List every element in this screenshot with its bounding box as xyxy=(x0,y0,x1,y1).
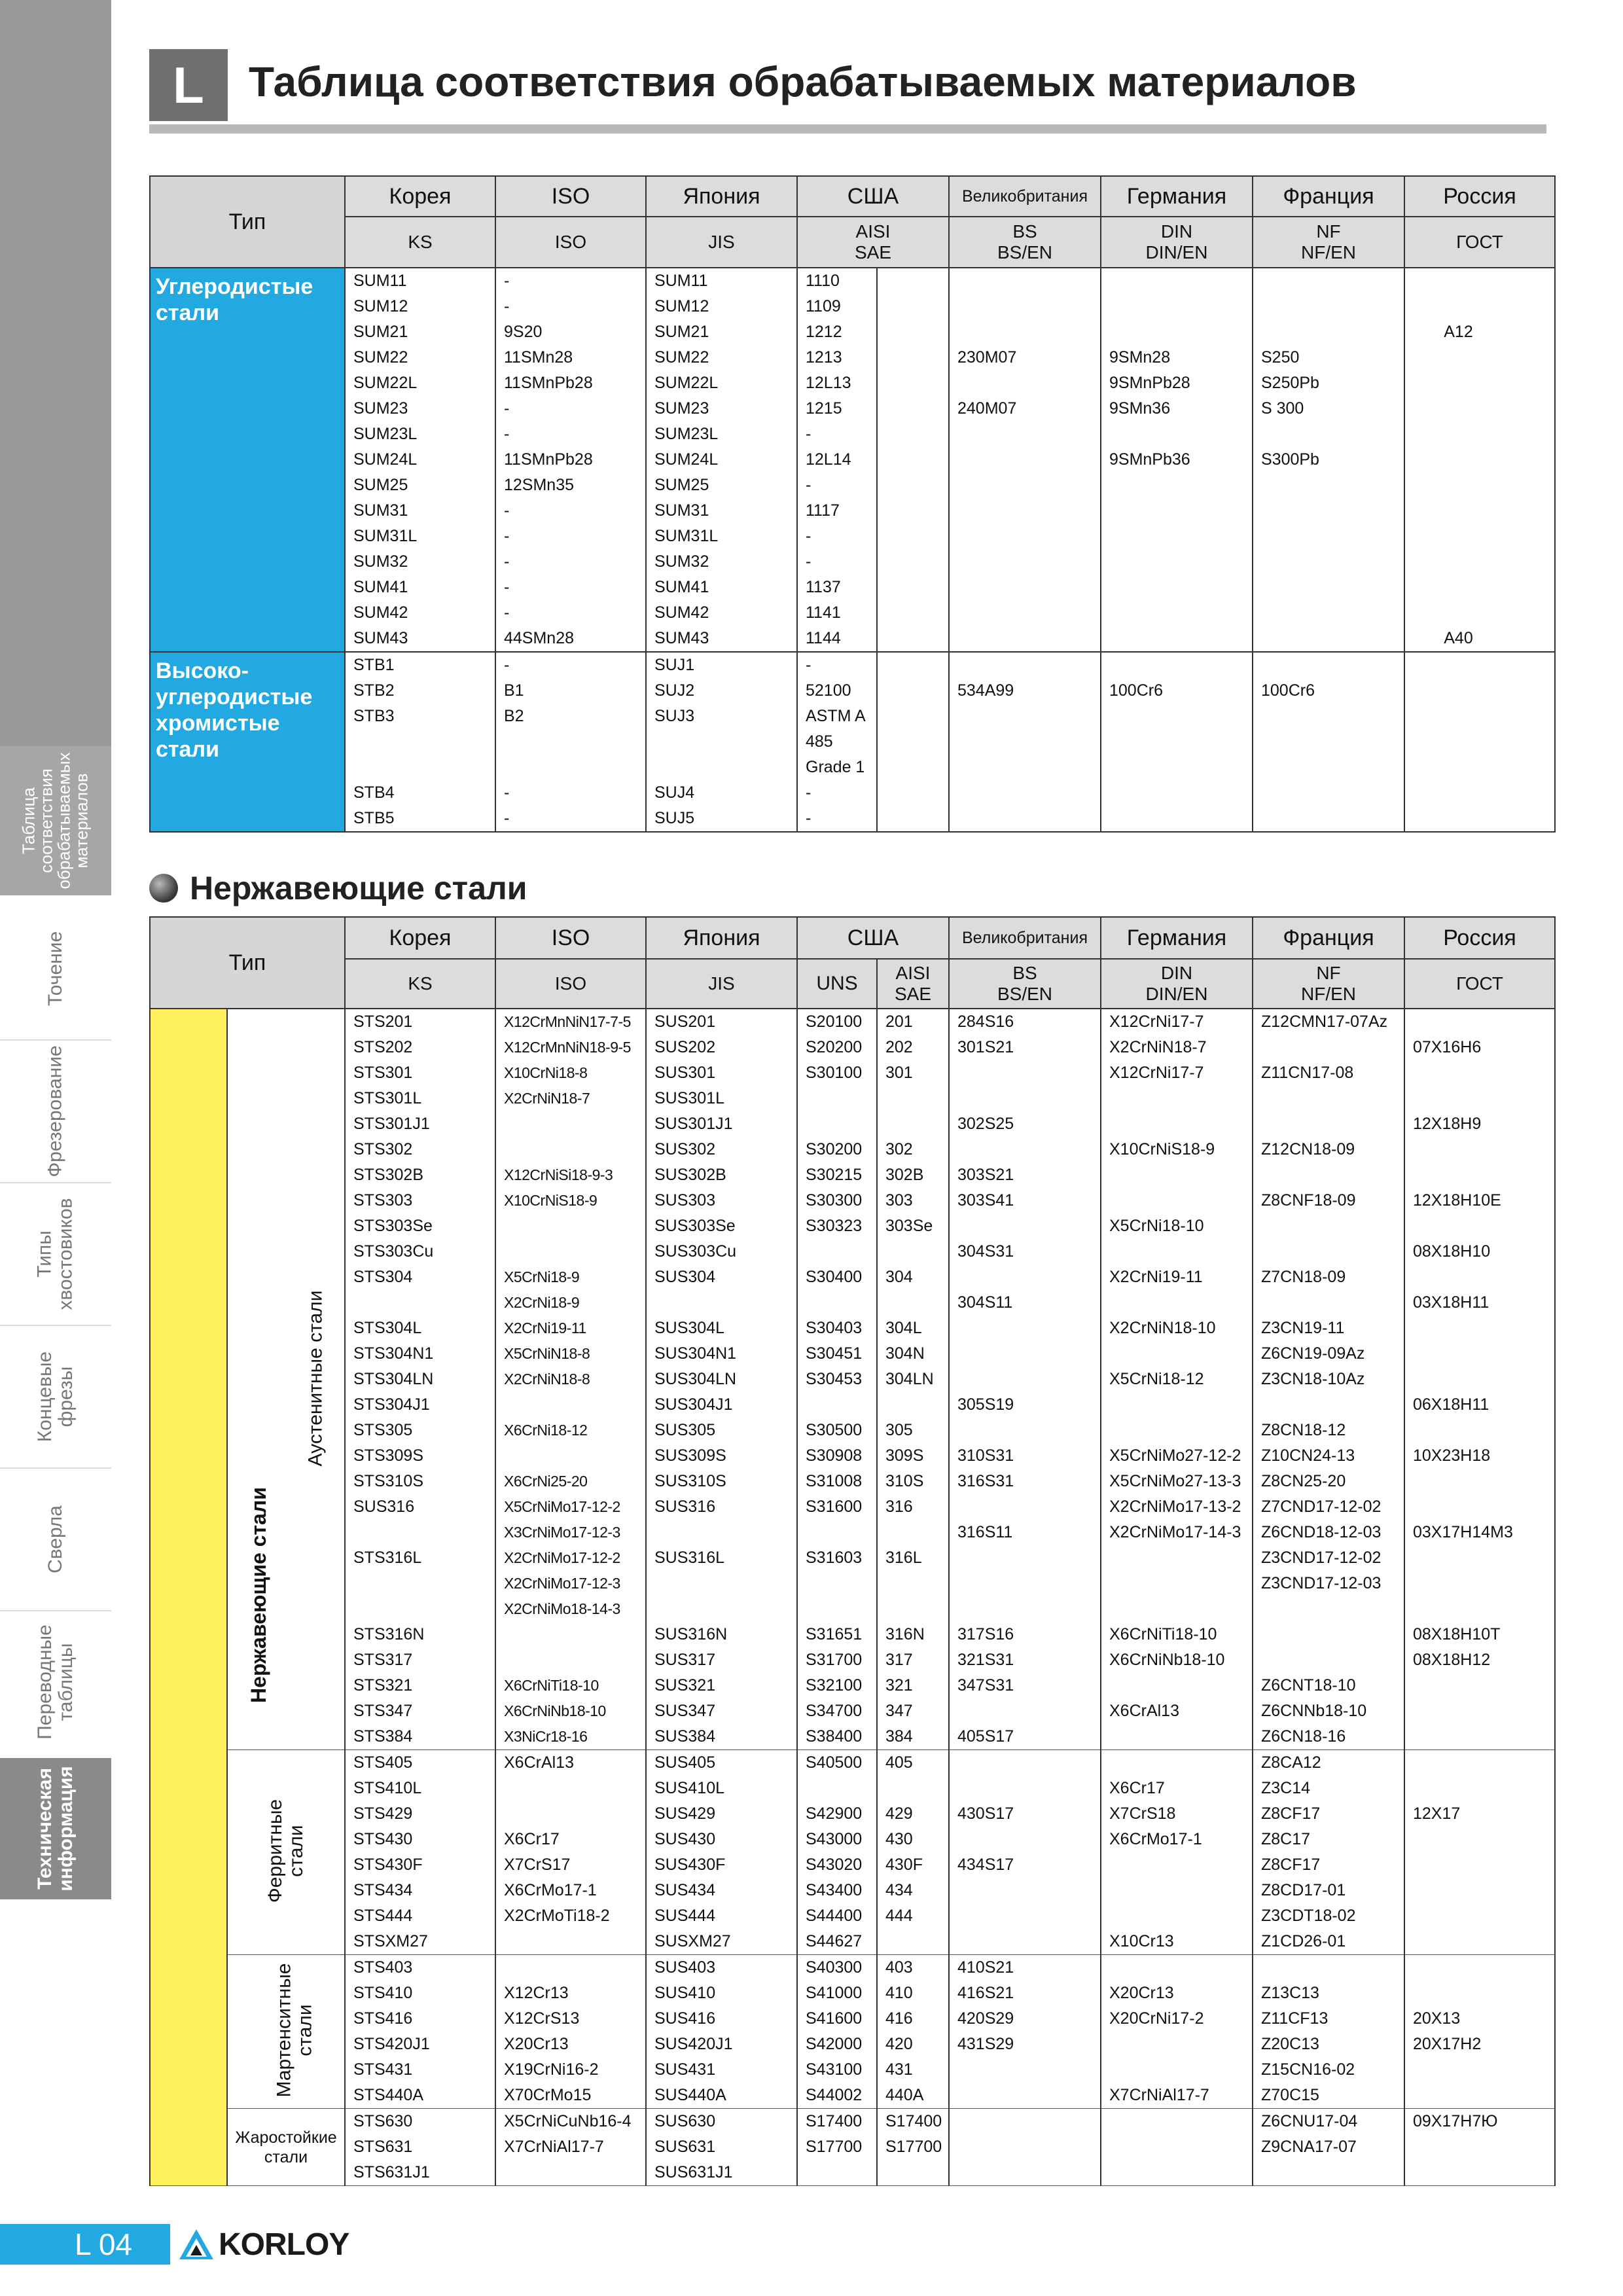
col-uk: Великобритания xyxy=(949,917,1101,959)
group-ferritic xyxy=(227,1750,345,1955)
table-row xyxy=(150,1750,1555,1955)
col-russia: Россия xyxy=(1404,176,1555,217)
side-tab-label: Переводные таблицы xyxy=(34,1624,77,1740)
cell-bs xyxy=(949,2109,1101,2186)
cell-din: 100Cr6 xyxy=(1101,652,1253,832)
col-gost: ГОСТ xyxy=(1404,217,1555,268)
col-jis: JIS xyxy=(646,217,797,268)
stainless-section-heading xyxy=(149,869,527,907)
side-tab-technical-info[interactable] xyxy=(0,1758,111,1899)
side-tab-label: Таблица соответствия обрабатываемых материалов xyxy=(19,752,92,889)
col-iso: ISO xyxy=(495,176,646,217)
group-heat-resistant: Жаростойкие стали xyxy=(227,2109,345,2186)
table-row xyxy=(150,2109,1555,2186)
group-austenitic xyxy=(227,1009,345,1750)
col-aisi-sae: AISI SAE xyxy=(877,959,949,1009)
cell-aisi: 1110 1109 1212 1213 12L13 1215 - 12L14 - 1117 - - 1137 1141 1144 xyxy=(797,268,877,652)
cell-nf: Z13C13 Z11CF13 Z20C13 Z15CN16-02 Z70C15 xyxy=(1253,1955,1404,2109)
side-top-bar xyxy=(0,0,111,746)
side-tab-drills[interactable] xyxy=(0,1469,111,1610)
cell-jis: SUJ1 SUJ2 SUJ3 SUJ4 SUJ5 xyxy=(646,652,797,832)
col-iso-std: ISO xyxy=(495,959,646,1009)
cell-aisi: 403 410 416 420 431 440A xyxy=(877,1955,949,2109)
col-nf: NF NF/EN xyxy=(1253,959,1404,1009)
cell-iso: X12CrMnNiN17-7-5 X12CrMnNiN18-9-5 X10CrNi18-8 X2CrNiN18-7 X12CrNiSi18-9-3 X10CrNiS18-9 X5CrNi18-9 X2CrNi18-9 X2CrNi19-11 X5CrNiN18-8 X2CrNiN18-8 X6CrNi18-12 X6CrNi25-20 X5CrNiMo17-12-2 X3CrNiMo17-12-3 X2CrNiMo17-12-2 X2CrNiMo17-12-3 X2CrNiMo18-14-3 X6CrNiTi18-10 X6CrNiNb18-10 X3NiCr18-16 xyxy=(495,1009,646,1750)
col-korea: Корея xyxy=(345,917,495,959)
cell-nf: Z8CA12 Z3C14 Z8CF17 Z8C17 Z8CF17 Z8CD17-01 Z3CDT18-02 Z1CD26-01 xyxy=(1253,1750,1404,1955)
table-row xyxy=(150,1009,1555,1750)
page-number: L 04 xyxy=(0,2224,170,2265)
cell-uns: S20100 S20200 S30100 S30200 S30215 S30300 S30323 S30400 S30403 S30451 S30453 S30500 S30908 S31008 S31600 S31603 S31651 S31700 S32100 S34700 S38400 xyxy=(797,1009,877,1750)
side-tab-milling[interactable] xyxy=(0,1041,111,1182)
cell-jis: SUS630 SUS631 SUS631J1 xyxy=(646,2109,797,2186)
cell-bs: 230M07 240M07 xyxy=(949,268,1101,652)
cell-ks: STS201 STS202 STS301 STS301L STS301J1 STS302 STS302B STS303 STS303Se STS303Cu STS304 STS304L STS304N1 STS304LN STS304J1 STS305 STS309S STS310S SUS316 STS316L STS316N STS317 STS321 STS347 STS384 xyxy=(345,1009,495,1750)
col-germany: Германия xyxy=(1101,917,1253,959)
col-korea: Корея xyxy=(345,176,495,217)
group-label: Мартенситные стали xyxy=(273,1962,316,2098)
section-title: Нержавеющие стали xyxy=(190,870,527,906)
side-tab-end-mills[interactable] xyxy=(0,1326,111,1467)
cell-nf: Z12CMN17-07Az Z11CN17-08 Z12CN18-09 Z8CNF18-09 Z7CN18-09 Z3CN19-11 Z6CN19-09Az Z3CN18-10Az Z8CN18-12 Z10CN24-13 Z8CN25-20 Z7CND17-12-02 Z6CND18-12-03 Z3CND17-12-02 Z3CND17-12-03 Z6CNT18-10 Z6CNNb18-10 Z6CN18-16 xyxy=(1253,1009,1404,1750)
group-martensitic xyxy=(227,1955,345,2109)
col-usa: США xyxy=(797,176,949,217)
cell-empty xyxy=(877,652,949,832)
side-tab-turning[interactable] xyxy=(0,898,111,1039)
group-stainless-steels xyxy=(150,1009,270,2186)
cell-iso: - B1 B2 - - xyxy=(495,652,646,832)
col-france: Франция xyxy=(1253,176,1404,217)
col-type-header: Тип xyxy=(150,176,345,268)
cell-uns: S40300 S41000 S41600 S42000 S43100 S44002 xyxy=(797,1955,877,2109)
section-letter-badge: L xyxy=(149,49,228,121)
cell-jis: SUS403 SUS410 SUS416 SUS420J1 SUS431 SUS440A xyxy=(646,1955,797,2109)
table-row xyxy=(150,268,1555,652)
col-usa: США xyxy=(797,917,949,959)
col-ks: KS xyxy=(345,959,495,1009)
cell-din: X20Cr13 X20CrNi17-2 X7CrNiAl17-7 xyxy=(1101,1955,1253,2109)
cell-ks: STS405 STS410L STS429 STS430 STS430F STS434 STS444 STSXM27 xyxy=(345,1750,495,1955)
group-label: Ферритные стали xyxy=(264,1799,307,1903)
cell-nf: Z6CNU17-04 Z9CNA17-07 xyxy=(1253,2109,1404,2186)
group-carbon-steels: Углеродистые стали xyxy=(150,268,345,652)
cell-ks: STS403 STS410 STS416 STS420J1 STS431 STS440A xyxy=(345,1955,495,2109)
korloy-logo xyxy=(178,2224,349,2265)
table-row xyxy=(150,1955,1555,2109)
cell-din: X6Cr17 X7CrS18 X6CrMo17-1 X10Cr13 xyxy=(1101,1750,1253,1955)
col-din: DIN DIN/EN xyxy=(1101,959,1253,1009)
cell-bs: 534A99 xyxy=(949,652,1101,832)
cell-gost: 09X17H7Ю xyxy=(1404,2109,1555,2186)
cell-din: 9SMn28 9SMnPb28 9SMn36 9SMnPb36 xyxy=(1101,268,1253,652)
cell-gost: A12 A40 xyxy=(1404,268,1555,652)
side-tab-material-table[interactable] xyxy=(0,746,111,895)
col-germany: Германия xyxy=(1101,176,1253,217)
col-uk: Великобритания xyxy=(949,176,1101,217)
cell-uns: S40500 S42900 S43000 S43020 S43400 S44400 S44627 xyxy=(797,1750,877,1955)
cell-ks: SUM11 SUM12 SUM21 SUM22 SUM22L SUM23 SUM23L SUM24L SUM25 SUM31 SUM31L SUM32 SUM41 SUM42 SUM43 xyxy=(345,268,495,652)
cell-din: X12CrNi17-7 X2CrNiN18-7 X12CrNi17-7 X10CrNiS18-9 X5CrNi18-10 X2CrNi19-11 X2CrNiN18-10 X5CrNi18-12 X5CrNiMo27-12-2 X5CrNiMo27-13-3 X2CrNiMo17-13-2 X2CrNiMo17-14-3 X6CrNiTi18-10 X6CrNiNb18-10 X6CrAl13 xyxy=(1101,1009,1253,1750)
bullet-icon xyxy=(149,874,178,903)
side-tab-label: Типы хвостовиков xyxy=(34,1198,77,1310)
col-iso-std: ISO xyxy=(495,217,646,268)
title-underline xyxy=(149,124,1546,134)
cell-empty xyxy=(877,268,949,652)
cell-iso: X5CrNiCuNb16-4 X7CrNiAl17-7 xyxy=(495,2109,646,2186)
cell-iso: - - 9S20 11SMn28 11SMnPb28 - - 11SMnPb28 12SMn35 - - - - - 44SMn28 xyxy=(495,268,646,652)
col-type-header: Тип xyxy=(150,917,345,1009)
side-tab-conversion-tables[interactable] xyxy=(0,1611,111,1753)
cell-jis: SUS405 SUS410L SUS429 SUS430 SUS430F SUS434 SUS444 SUSXM27 xyxy=(646,1750,797,1955)
korloy-logo-icon xyxy=(178,2228,215,2261)
side-tab-label: Сверла xyxy=(45,1505,66,1573)
cell-nf: S250 S250Pb S 300 S300Pb xyxy=(1253,268,1404,652)
logo-text: KORLOY xyxy=(219,2227,349,2262)
col-japan: Япония xyxy=(646,917,797,959)
cell-bs: 410S21 416S21 420S29 431S29 xyxy=(949,1955,1101,2109)
col-uns: UNS xyxy=(797,959,877,1009)
side-navigation xyxy=(0,0,111,2296)
col-jis: JIS xyxy=(646,959,797,1009)
table-row xyxy=(150,652,1555,832)
cell-jis: SUM11 SUM12 SUM21 SUM22 SUM22L SUM23 SUM23L SUM24L SUM25 SUM31 SUM31L SUM32 SUM41 SUM42 SUM43 xyxy=(646,268,797,652)
col-ks: KS xyxy=(345,217,495,268)
cell-nf: 100Cr6 xyxy=(1253,652,1404,832)
cell-gost xyxy=(1404,652,1555,832)
side-tab-label: Концевые фрезы xyxy=(33,1351,77,1443)
cell-jis: SUS201 SUS202 SUS301 SUS301L SUS301J1 SUS302 SUS302B SUS303 SUS303Se SUS303Cu SUS304 SUS304L SUS304N1 SUS304LN SUS304J1 SUS305 SUS309S SUS310S SUS316 SUS316L SUS316N SUS317 SUS321 SUS347 SUS384 xyxy=(646,1009,797,1750)
col-din: DIN DIN/EN xyxy=(1101,217,1253,268)
cell-iso: X12Cr13 X12CrS13 X20Cr13 X19CrNi16-2 X70CrMo15 xyxy=(495,1955,646,2109)
side-tab-label: Точение xyxy=(45,931,66,1007)
cell-gost: 20X13 20X17H2 xyxy=(1404,1955,1555,2109)
group-label: Аустенитные стали xyxy=(304,1290,327,1467)
cell-gost: 07X16H6 12X18H9 12X18H10E 08X18H10 03X18H11 06X18H11 10X23H18 03X17H14M3 08X18H10T 08X18H12 xyxy=(1404,1009,1555,1750)
col-nf: NF NF/EN xyxy=(1253,217,1404,268)
col-bs: BS BS/EN xyxy=(949,959,1101,1009)
col-russia: Россия xyxy=(1404,917,1555,959)
col-japan: Япония xyxy=(646,176,797,217)
stainless-steel-table xyxy=(149,916,1556,2186)
col-france: Франция xyxy=(1253,917,1404,959)
col-aisi-sae: AISI SAE xyxy=(797,217,949,268)
cell-gost: 12X17 xyxy=(1404,1750,1555,1955)
cell-bs: 430S17 434S17 xyxy=(949,1750,1101,1955)
cell-ks: STS630 STS631 STS631J1 xyxy=(345,2109,495,2186)
carbon-steel-table xyxy=(149,175,1556,833)
col-bs: BS BS/EN xyxy=(949,217,1101,268)
side-tab-label: Техническая информация xyxy=(34,1766,77,1892)
side-tab-label: Фрезерование xyxy=(45,1045,67,1177)
group-label: Нержавеющие стали xyxy=(246,1487,270,1703)
cell-aisi: - 52100 ASTM A 485 Grade 1 - - xyxy=(797,652,877,832)
side-tab-shanks[interactable] xyxy=(0,1183,111,1325)
cell-aisi: 201 202 301 302 302B 303 303Se 304 304L 304N 304LN 305 309S 310S 316 316L 316N 317 321 347 384 xyxy=(877,1009,949,1750)
cell-aisi: 405 429 430 430F 434 444 xyxy=(877,1750,949,1955)
page-title: Таблица соответствия обрабатываемых материалов xyxy=(249,58,1357,105)
group-high-carbon-chromium-steels: Высоко- углеродистые хромистые стали xyxy=(150,652,345,832)
cell-aisi: S17400 S17700 xyxy=(877,2109,949,2186)
cell-din xyxy=(1101,2109,1253,2186)
cell-bs: 284S16 301S21 302S25 303S21 303S41 304S31 304S11 305S19 310S31 316S31 316S11 317S16 321S31 347S31 405S17 xyxy=(949,1009,1101,1750)
col-iso: ISO xyxy=(495,917,646,959)
col-gost: ГОСТ xyxy=(1404,959,1555,1009)
cell-uns: S17400 S17700 xyxy=(797,2109,877,2186)
cell-ks: STB1 STB2 STB3 STB4 STB5 xyxy=(345,652,495,832)
cell-iso: X6CrAl13 X6Cr17 X7CrS17 X6CrMo17-1 X2CrMoTi18-2 xyxy=(495,1750,646,1955)
